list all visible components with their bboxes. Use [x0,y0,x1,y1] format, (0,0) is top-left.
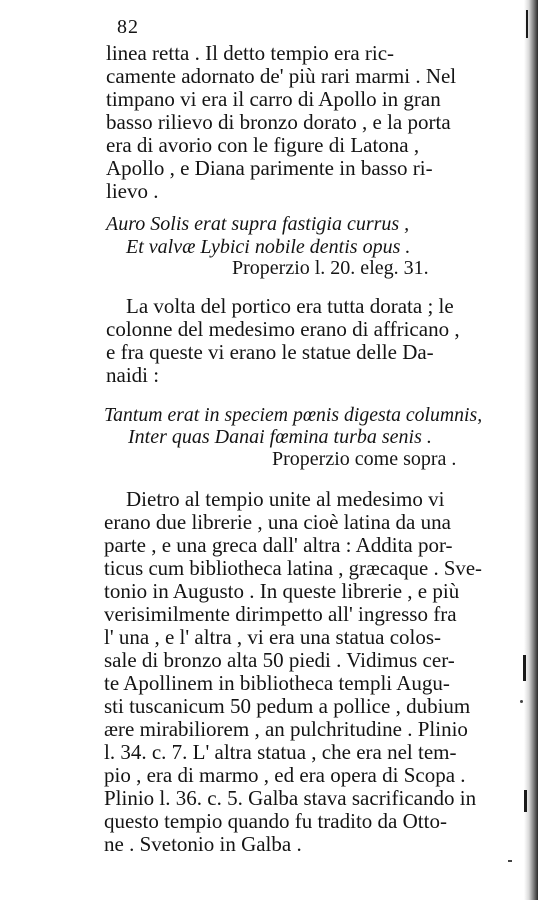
text-line: parte , e una greca dall' altra : Addita por- [104,533,453,557]
text-line: pio , era di marmo , ed era opera di Scopa . [104,763,466,787]
text-line: e fra queste vi erano le statue delle Da- [106,340,434,364]
text-line: camente adornato de' più rari marmi . Nel [106,64,457,88]
text-line: l. 34. c. 7. L' altra statua , che era nel tem- [104,740,457,764]
text-line: tonio in Augusto . In queste librerie , e più [104,579,460,603]
latin-verse-line: Inter quas Danai fœmina turba senis . [128,426,432,448]
quote-source: Properzio l. 20. eleg. 31. [232,257,429,279]
margin-speck [520,700,523,703]
text-line: ære mirabiliorem , an pulchritudine . Plinio [104,717,468,741]
text-line: linea retta . Il detto tempio era ric- [106,41,395,65]
latin-verse-line: Et valvæ Lybici nobile dentis opus . [126,236,411,258]
text-line: lievo . [106,179,159,203]
text-line: Plinio l. 36. c. 5. Galba stava sacrificando in [104,786,477,810]
text-line: Dietro al tempio unite al medesimo vi [126,487,445,511]
text-line: te Apollinem in bibliotheca templi Augu- [104,671,450,695]
text-line: basso rilievo di bronzo dorato , e la porta [106,110,451,134]
text-line: sti tuscanicum 50 pedum a pollice , dubium [104,694,471,718]
text-line: sale di bronzo alta 50 piedi . Vidimus cer- [104,648,455,672]
text-line: timpano vi era il carro di Apollo in gran [106,87,441,111]
text-line: ticus cum bibliotheca latina , græcaque . Sve- [104,556,482,580]
text-line: Apollo , e Diana parimente in basso ri- [106,156,433,180]
text-line: La volta del portico era tutta dorata ; le [126,294,454,318]
latin-verse-line: Auro Solis erat supra fastigia currus , [106,213,410,235]
edge-mark [526,10,528,38]
edge-mark [523,655,526,681]
edge-mark [524,790,527,812]
quote-source: Properzio come sopra . [272,448,457,470]
text-line: colonne del medesimo erano di affricano , [106,317,460,341]
text-line: verisimilmente dirimpetto all' ingresso fra [104,602,457,626]
page-number: 82 [117,16,139,38]
text-line: era di avorio con le figure di Latona , [106,133,420,157]
text-line: ne . Svetonio in Galba . [104,832,302,856]
text-line: questo tempio quando fu tradito da Otto- [104,809,447,833]
margin-speck [508,860,512,862]
page-edge-shadow [524,0,538,900]
latin-verse-line: Tantum erat in speciem pœnis digesta columnis, [104,404,483,426]
text-line: erano due librerie , una cioè latina da una [104,510,451,534]
text-line: l' una , e l' altra , vi era una statua colos- [104,625,442,649]
text-line: naidi : [106,363,160,387]
